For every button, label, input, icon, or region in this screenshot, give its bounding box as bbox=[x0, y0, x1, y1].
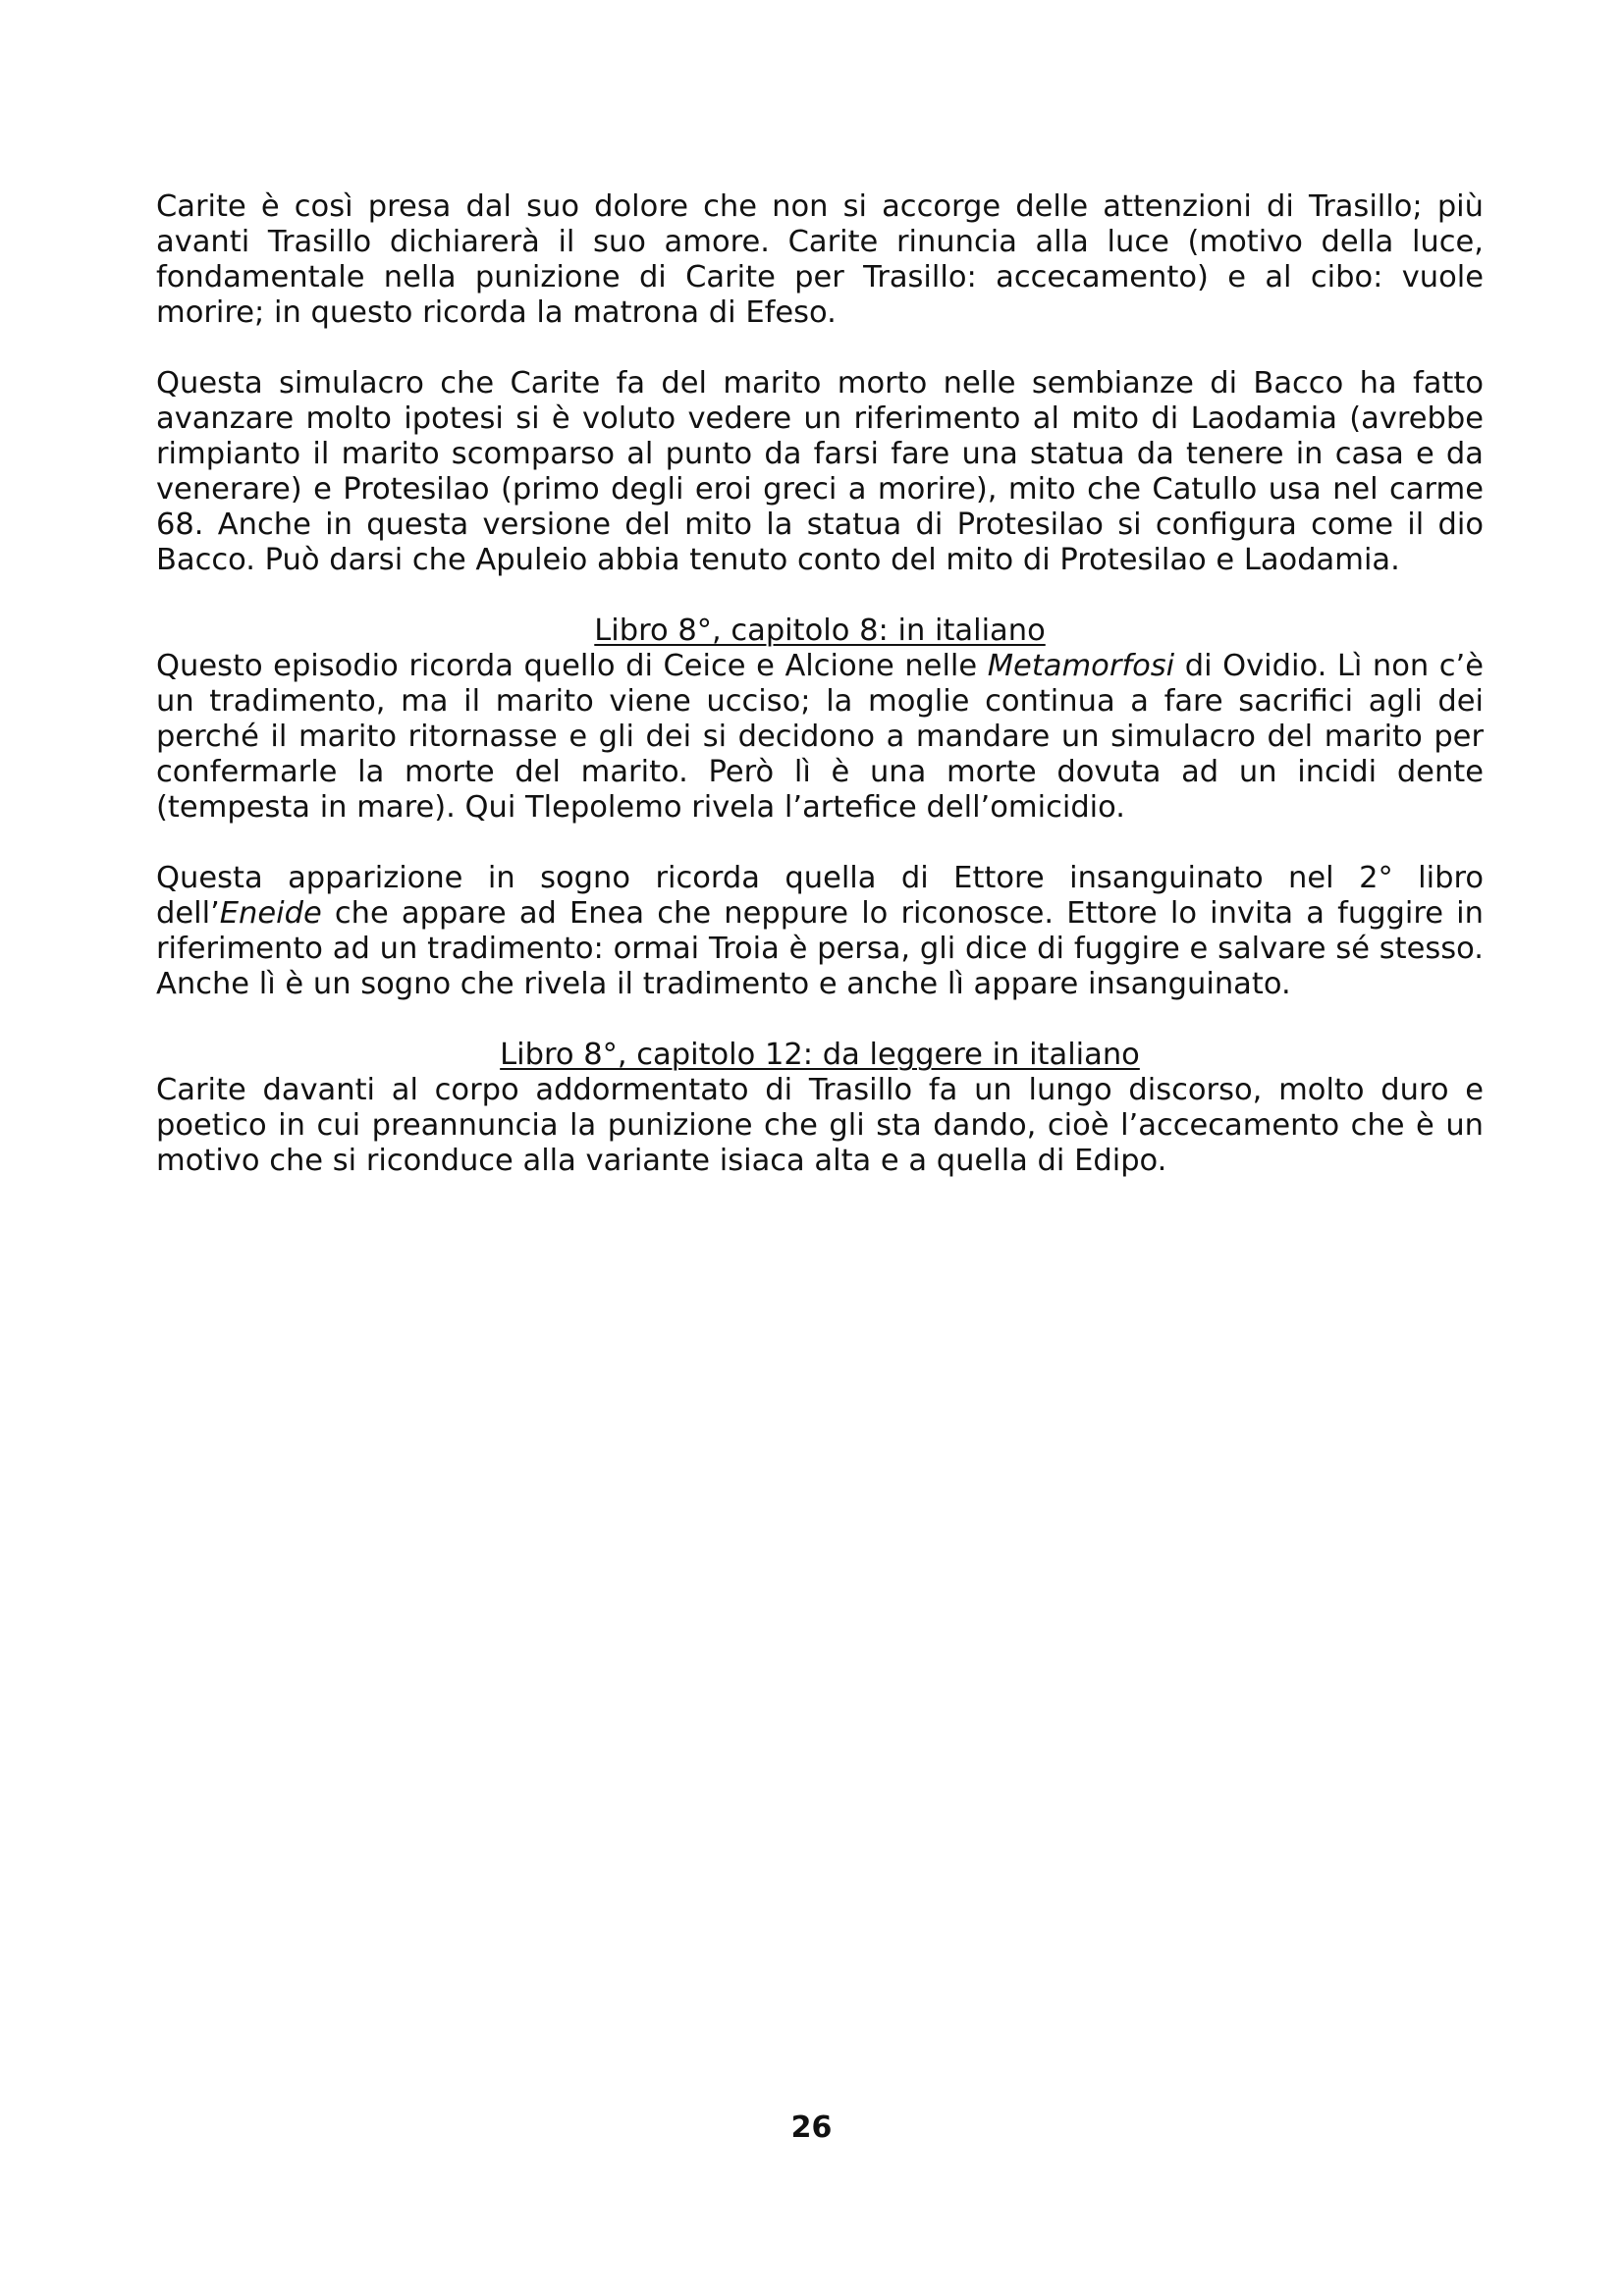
document-page bbox=[156, 189, 1484, 1179]
work-title-eneide: Eneide bbox=[219, 896, 322, 931]
paragraph-ceice-alcione bbox=[156, 649, 1484, 826]
page-number: 26 bbox=[790, 2110, 833, 2145]
paragraph-text: Questa apparizione in sogno ricorda quella di Ettore insanguinato nel 2° libro dell’ bbox=[156, 861, 1484, 931]
work-title-metamorfosi: Metamorfosi bbox=[987, 649, 1175, 683]
paragraph-text: di Ovidio. Lì non c’è un tradimento, ma il marito viene ucciso; la moglie continua a fare sacrifici agli dei perché il marito ritornasse e gli dei si decidono a mandare un simulacro del marito per confermarle la morte del marito. Però lì è una morte dovuta ad un incidi dente (tempesta in mare). Qui Tlepolemo rivela l’artefice dell’omicidio. bbox=[156, 649, 1485, 825]
paragraph-text: Questo episodio ricorda quello di Ceice e Alcione nelle bbox=[156, 649, 988, 683]
paragraph-discorso-carite: Carite davanti al corpo addormentato di Trasillo fa un lungo discorso, molto duro e poetico in cui preannuncia la punizione che gli sta dando, cioè l’accecamento che è un motivo che si riconduce alla variante isiaca alta e a quella di Edipo. bbox=[156, 1073, 1484, 1178]
section-heading-libro-8-capitolo-12: Libro 8°, capitolo 12: da leggere in italiano bbox=[500, 1038, 1140, 1072]
paragraph-text: che appare ad Enea che neppure lo riconosce. Ettore lo invita a fuggire in riferimento ad un tradimento: ormai Troia è persa, gli dice di fuggire e salvare sé stesso. Anche lì è un sogno che rivela il tradimento e anche lì appare insanguinato. bbox=[156, 896, 1484, 1001]
paragraph-simulacro-bacco: Questa simulacro che Carite fa del marito morto nelle sembianze di Bacco ha fatto avanzare molto ipotesi si è voluto vedere un riferimento al mito di Laodamia (avrebbe rimpianto il marito scomparso al punto da farsi fare una statua da tenere in casa e da venerare) e Protesilao (primo degli eroi greci a morire), mito che Catullo usa nel carme 68. Anche in questa versione del mito la statua di Protesilao si configura come il dio Bacco. Può darsi che Apuleio abbia tenuto conto del mito di Protesilao e Laodamia. bbox=[156, 366, 1484, 577]
paragraph-ettore-sogno bbox=[156, 861, 1484, 1002]
section-heading-libro-8-capitolo-8: Libro 8°, capitolo 8: in italiano bbox=[594, 614, 1046, 648]
paragraph-carite-dolore: Carite è così presa dal suo dolore che non si accorge delle attenzioni di Trasillo; più avanti Trasillo dichiarerà il suo amore. Carite rinuncia alla luce (motivo della luce, fondamentale nella punizione di Carite per Trasillo: accecamento) e al cibo: vuole morire; in questo ricorda la matrona di Efeso. bbox=[156, 189, 1484, 330]
